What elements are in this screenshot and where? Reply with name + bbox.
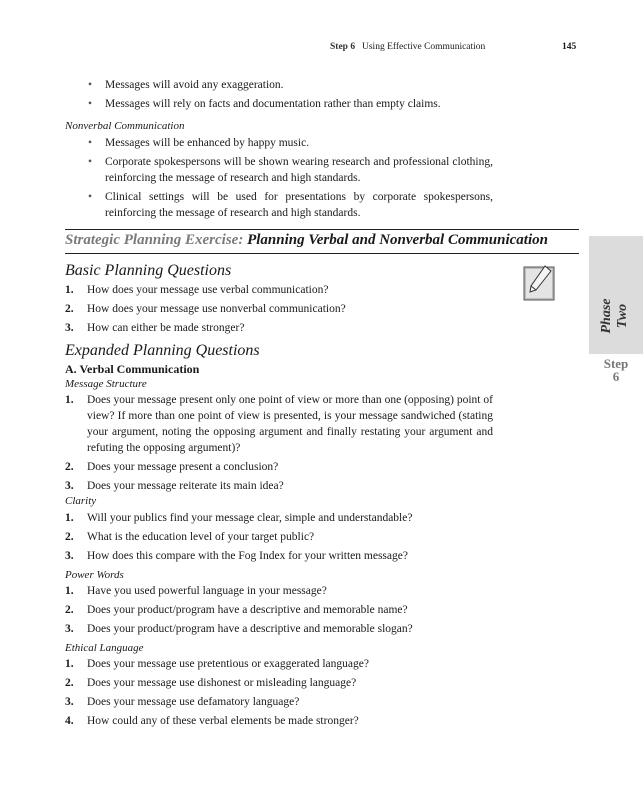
item-text: Does your product/program have a descriptive and memorable name? [87,604,408,616]
item-number: 3. [65,696,74,708]
exercise-top-rule [65,229,579,230]
list-item [65,583,493,599]
nonverbal-bullet-list [88,135,493,224]
item-text: Does your message present only one point of view or more than one (opposing) point of view? If more than one point of view is presented, is your message sandwiched (stating your argument, noting the opposing argument and finally restating your argument and refuting the opposing argument)? [87,394,493,454]
item-number: 3. [65,322,74,334]
list-item [65,713,493,729]
step-label: Step [603,356,629,371]
basic-planning-heading: Basic Planning Questions [65,262,232,279]
item-number: 3. [65,480,74,492]
item-text: How can either be made stronger? [87,322,245,334]
item-text: Does your message use dishonest or misleading language? [87,677,357,689]
step-number: 6 [612,369,620,384]
item-text: What is the education level of your target public? [87,531,315,543]
list-item [65,675,493,691]
list-item [65,478,493,494]
clarity-list [65,510,493,567]
list-item [65,392,493,456]
item-text: Have you used powerful language in your message? [87,585,327,597]
item-number: 2. [65,604,74,616]
section-a-heading: A. Verbal Communication [65,362,200,376]
clarity-label: Clarity [65,495,97,507]
ethical-language-list [65,656,493,732]
item-number: 2. [65,677,74,689]
message-structure-list [65,392,493,497]
list-item [65,621,493,637]
phase-label: Phase Two [599,298,630,334]
basic-question-list [65,282,493,339]
item-text: How does this compare with the Fog Index for your written message? [87,550,408,562]
power-words-list [65,583,493,640]
list-item [65,301,493,317]
list-item [65,694,493,710]
list-item: • Messages will rely on facts and documentation rather than empty claims. [88,96,493,112]
exercise-heading: Planning Verbal and Nonverbal Communication [247,232,548,248]
header-step: Step 6 [330,42,356,52]
list-item [65,282,493,298]
item-number: 1. [65,284,74,296]
page-number: 145 [562,42,577,52]
item-number: 3. [65,550,74,562]
item-number: 2. [65,531,74,543]
item-number: 2. [65,461,74,473]
list-item: • Clinical settings will be used for presentations by corporate spokespersons, reinforcing the message of research and high standards. [88,189,493,221]
exercise-bottom-rule [65,253,579,254]
message-structure-label: Message Structure [65,378,147,390]
list-item [65,510,493,526]
list-item: • Corporate spokespersons will be shown wearing research and professional clothing, reinforcing the message of research and high standards. [88,154,493,186]
exercise-lead: Strategic Planning Exercise: [65,232,244,248]
list-item [65,320,493,336]
item-number: 1. [65,394,74,406]
item-text: Does your message use pretentious or exaggerated language? [87,658,369,670]
pencil-checkbox-icon [523,263,556,301]
item-number: 1. [65,512,74,524]
power-words-label: Power Words [65,569,124,581]
header-chapter-title: Using Effective Communication [362,42,486,52]
item-text: Does your message present a conclusion? [87,461,279,473]
item-number: 1. [65,658,74,670]
item-number: 3. [65,623,74,635]
item-text: Will your publics find your message clear, simple and understandable? [87,512,413,524]
expanded-planning-heading: Expanded Planning Questions [65,342,260,359]
list-item [65,529,493,545]
list-item [65,548,493,564]
item-number: 4. [65,715,74,727]
list-item: • Messages will avoid any exaggeration. [88,77,493,93]
item-text: How does your message use nonverbal communication? [87,303,346,315]
item-text: Does your message reiterate its main idea? [87,480,284,492]
top-bullet-list [88,77,493,115]
list-item [65,459,493,475]
item-text: How does your message use verbal communication? [87,284,329,296]
ethical-language-label: Ethical Language [65,642,144,654]
step-marker [596,357,636,383]
list-item [65,656,493,672]
item-number: 1. [65,585,74,597]
list-item: • Messages will be enhanced by happy music. [88,135,493,151]
exercise-title [65,232,548,249]
item-text: How could any of these verbal elements be made stronger? [87,715,359,727]
item-text: Does your product/program have a descriptive and memorable slogan? [87,623,413,635]
item-number: 2. [65,303,74,315]
list-item [65,602,493,618]
item-text: Does your message use defamatory language? [87,696,300,708]
nonverbal-label: Nonverbal Communication [65,120,185,132]
